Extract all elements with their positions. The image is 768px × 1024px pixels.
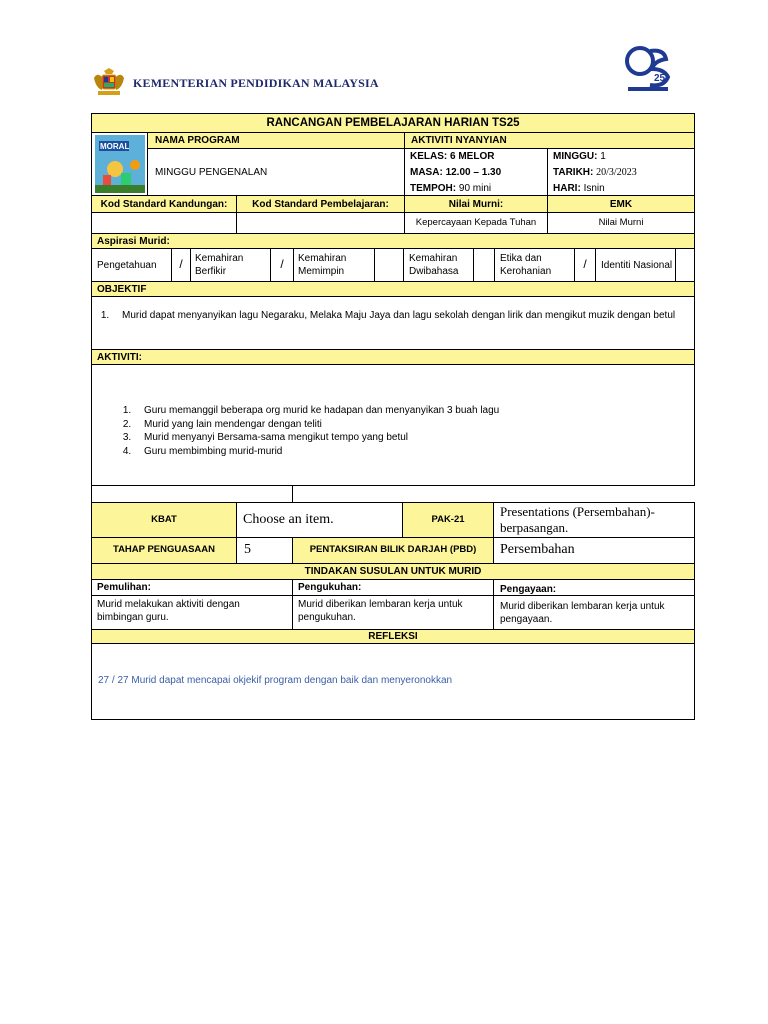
tindakan-label: TINDAKAN SUSULAN UNTUK MURID: [91, 563, 695, 580]
kod-pembelajaran-value: [236, 212, 405, 234]
pbd-label: PENTAKSIRAN BILIK DARJAH (PBD): [292, 537, 494, 564]
tarikh-value: 20/3/2023: [596, 167, 637, 178]
book-cover-cell: [91, 132, 148, 196]
minggu-label: MINGGU:: [553, 151, 598, 162]
ministry-name: KEMENTERIAN PENDIDIKAN MALAYSIA: [133, 76, 379, 90]
program-value-cell: [147, 148, 405, 196]
aspirasi-label: Aspirasi Murid:: [91, 233, 695, 249]
plan-title: RANCANGAN PEMBELAJARAN HARIAN TS25: [91, 113, 695, 133]
ts25-logo-icon: [624, 43, 672, 95]
aktiviti-label: AKTIVITI:: [91, 349, 695, 365]
pengukuhan-label: Pengukuhan:: [292, 579, 494, 596]
aspirasi-item: Etika dan Kerohanian: [494, 248, 575, 282]
aspirasi-item: Kemahiran Berfikir: [190, 248, 271, 282]
emk-value: Nilai Murni: [547, 212, 695, 234]
aktiviti-item: 1. Guru memanggil beberapa org murid ke hadapan dan menyanyikan 3 buah lagu: [134, 404, 684, 418]
kod-kandungan-label: Kod Standard Kandungan:: [91, 195, 237, 213]
aktiviti-item: 2. Murid yang lain mendengar dengan teliti: [134, 418, 684, 432]
tarikh-label: TARIKH:: [553, 167, 594, 178]
class-info-cell: [404, 148, 548, 196]
aspirasi-mark: [675, 248, 695, 282]
moral-book-cover-icon: [95, 135, 145, 193]
objektif-item: 1. Murid dapat menyanyikan lagu Negaraku, Melaka Maju Jaya dan lagu sekolah dengan lirik dan mengikut muzik dengan betul: [112, 309, 684, 323]
aspirasi-mark: [374, 248, 404, 282]
svg-text:25: 25: [654, 73, 666, 84]
pak21-value: Presentations (Persembahan)-berpasangan.: [493, 502, 695, 538]
kelas-label: KELAS:: [410, 151, 448, 162]
program-value: MINGGU PENGENALAN: [155, 166, 268, 178]
emk-label: EMK: [547, 195, 695, 213]
aspirasi-mark: [473, 248, 495, 282]
aspirasi-item: Kemahiran Memimpin: [293, 248, 375, 282]
kbat-label: KBAT: [91, 502, 237, 538]
pengayaan-label: Pengayaan:: [493, 579, 695, 596]
nilai-murni-label: Nilai Murni:: [404, 195, 548, 213]
kod-pembelajaran-label: Kod Standard Pembelajaran:: [236, 195, 405, 213]
tahap-label: TAHAP PENGUASAAN: [91, 537, 237, 564]
kod-kandungan-value: [91, 212, 237, 234]
svg-text:MORAL: MORAL: [100, 142, 130, 151]
refleksi-value: 27 / 27 Murid dapat mencapai okjekif program dengan baik dan menyeronokkan: [98, 675, 453, 686]
aspirasi-item: Kemahiran Dwibahasa: [403, 248, 474, 282]
aspirasi-mark: /: [270, 248, 294, 282]
aktiviti-item: 3. Murid menyanyi Bersama-sama mengikut tempo yang betul: [134, 431, 684, 445]
kelas-value: 6 MELOR: [450, 151, 495, 162]
tahap-value: 5: [236, 537, 293, 564]
hari-value: Isnin: [583, 183, 605, 194]
pengayaan-value: Murid diberikan lembaran kerja untuk pengayaan.: [493, 595, 695, 630]
tempoh-label: TEMPOH:: [410, 183, 457, 194]
aspirasi-mark: /: [171, 248, 191, 282]
activity-label: AKTIVITI NYANYIAN: [404, 132, 695, 149]
malaysia-coat-of-arms-icon: [92, 68, 126, 98]
pbd-value: Persembahan: [493, 537, 695, 564]
minggu-value: 1: [600, 151, 606, 162]
masa-label: MASA:: [410, 167, 443, 178]
tempoh-value: 90 mini: [458, 183, 492, 194]
pemulihan-value: Murid melakukan aktiviti dengan bimbingan guru.: [91, 595, 293, 630]
refleksi-label: REFLEKSI: [91, 629, 695, 644]
objektif-label: OBJEKTIF: [91, 281, 695, 297]
date-info-cell: [547, 148, 695, 196]
aktiviti-item: 4. Guru membimbing murid-murid: [134, 445, 684, 459]
aktiviti-content: [91, 364, 695, 486]
pak21-label: PAK-21: [402, 502, 494, 538]
pengukuhan-value: Murid diberikan lembaran kerja untuk pengukuhan.: [292, 595, 494, 630]
objektif-content: [91, 296, 695, 350]
pemulihan-label: Pemulihan:: [91, 579, 293, 596]
aspirasi-mark: /: [574, 248, 596, 282]
kbat-select[interactable]: Choose an item.: [236, 502, 403, 538]
refleksi-content: [91, 643, 695, 720]
masa-value: 12.00 – 1.30: [445, 167, 502, 178]
aspirasi-item: Identiti Nasional: [595, 248, 676, 282]
program-label: NAMA PROGRAM: [147, 132, 405, 149]
spacer-cell: [91, 485, 293, 503]
aspirasi-item: Pengetahuan: [91, 248, 172, 282]
nilai-murni-value: Kepercayaan Kepada Tuhan: [404, 212, 548, 234]
hari-label: HARI:: [553, 183, 581, 194]
